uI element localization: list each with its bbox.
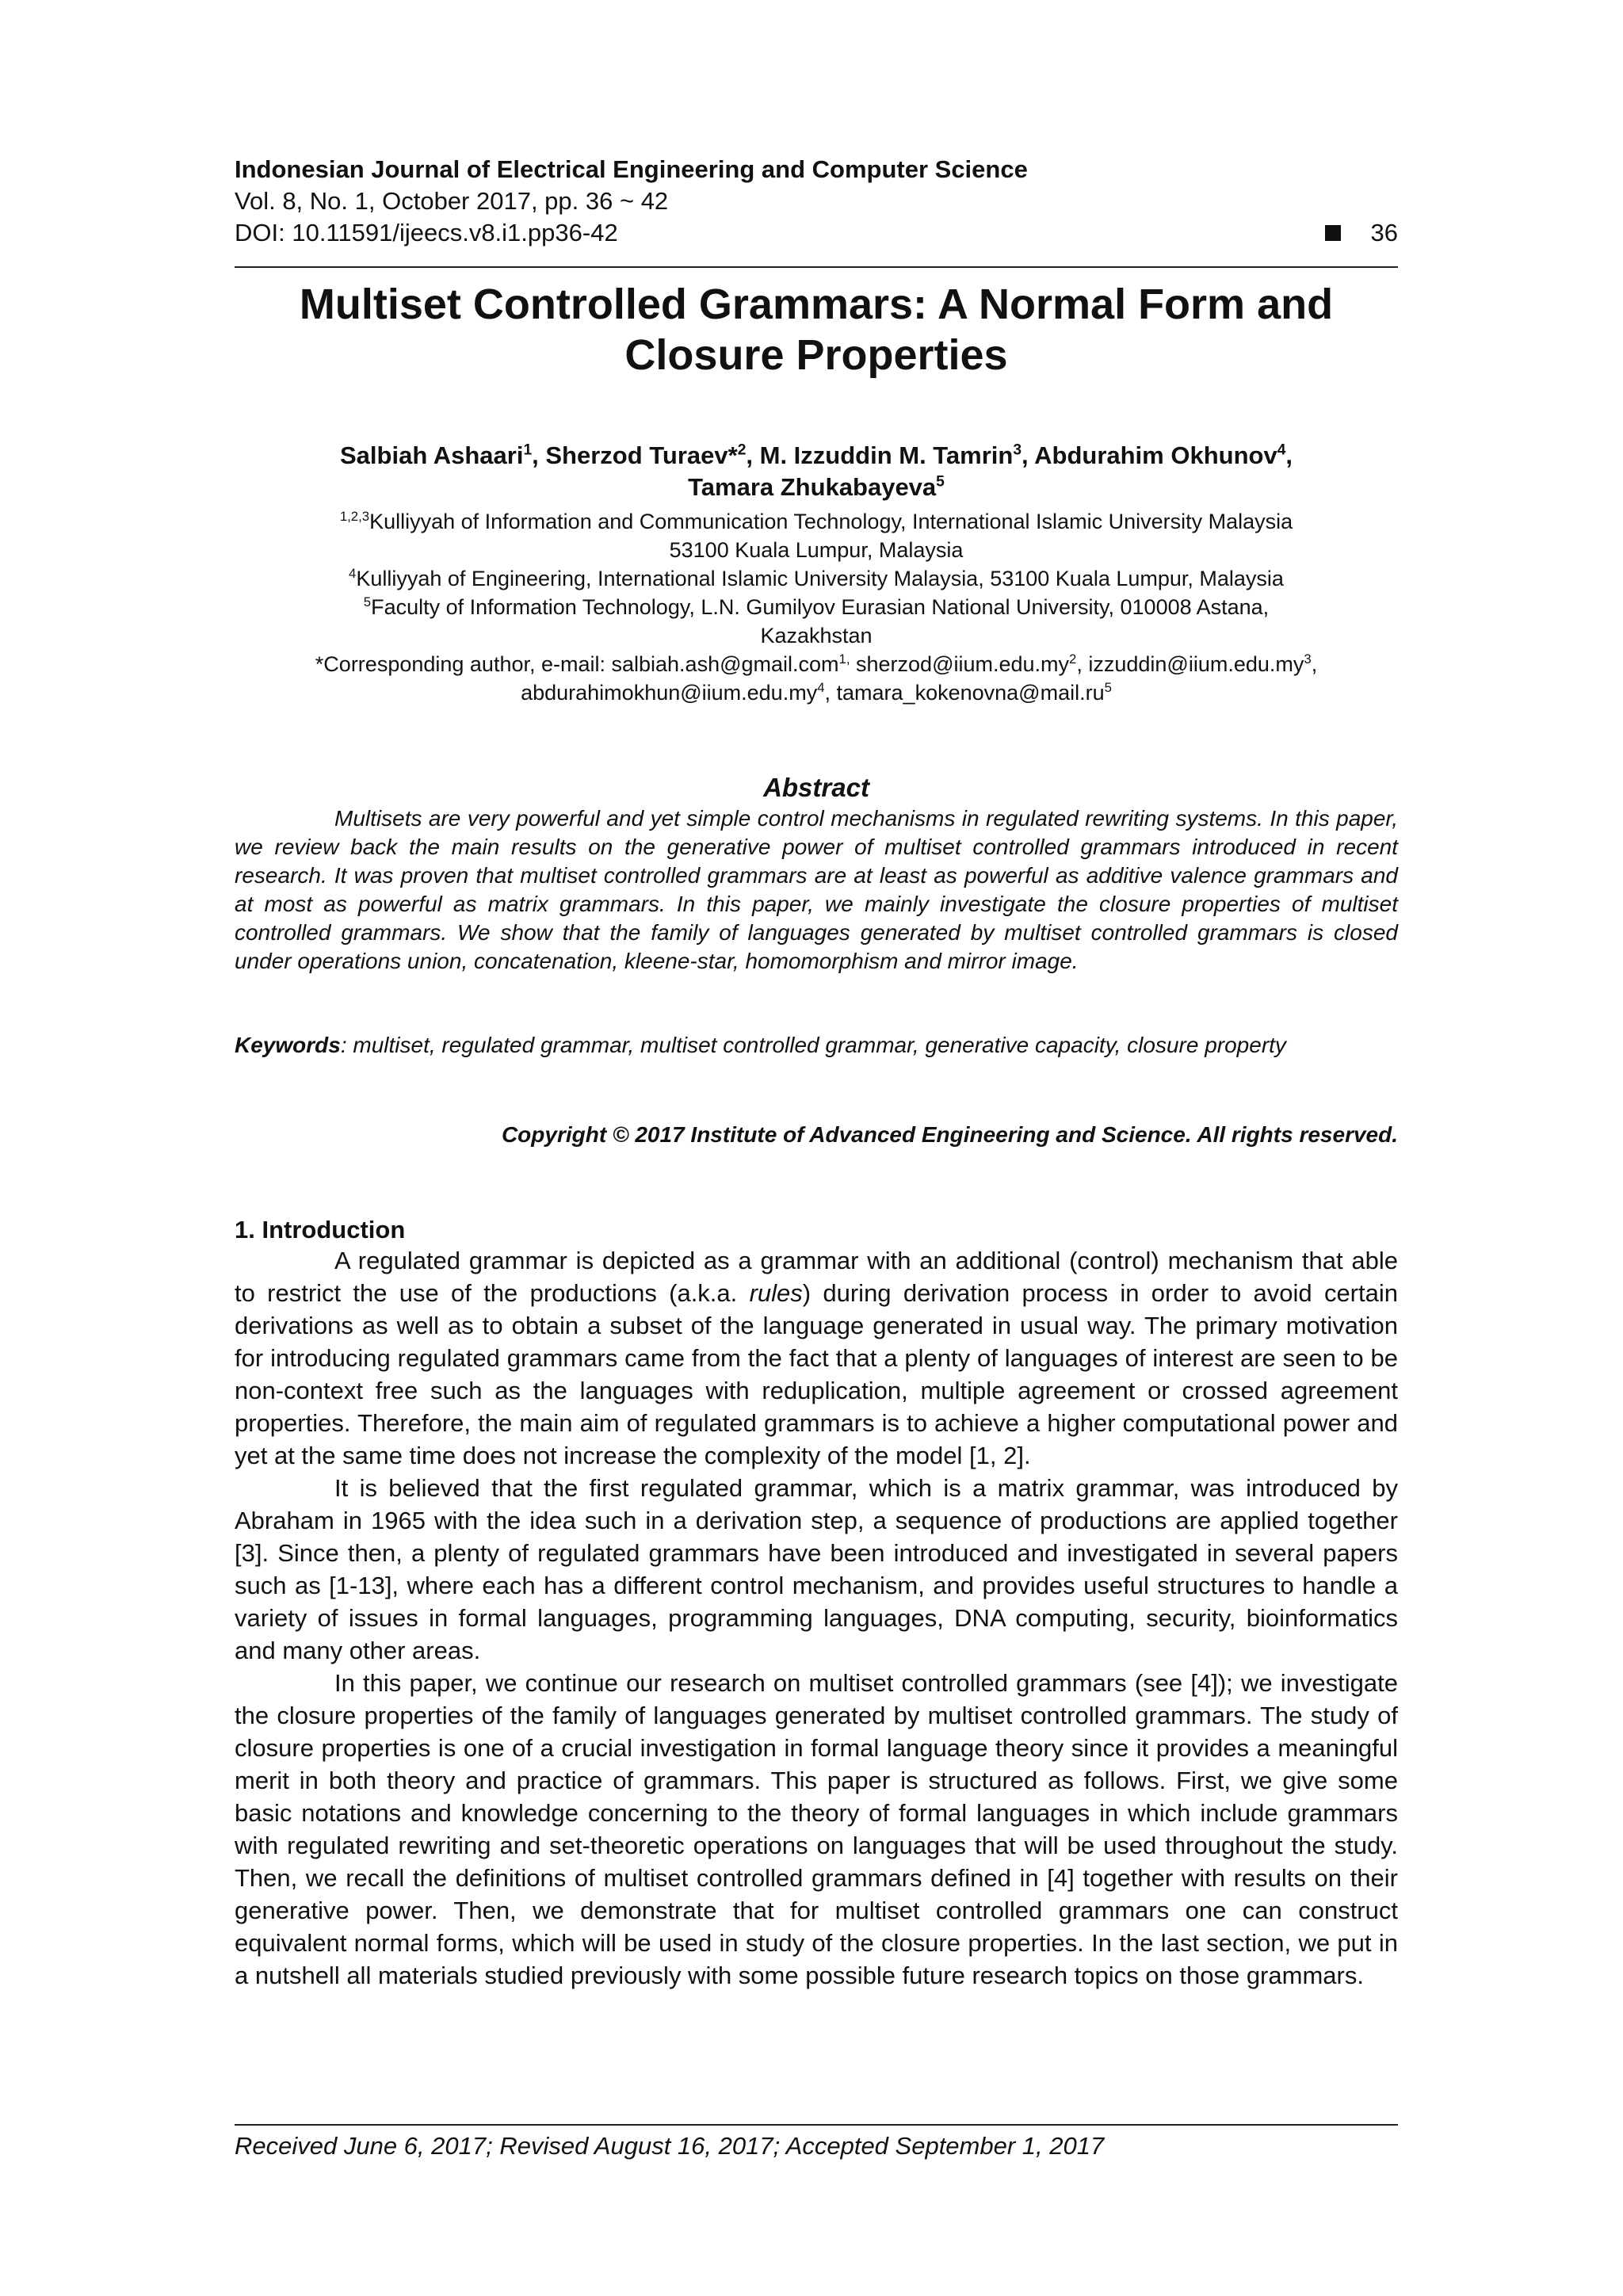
email-superscript: 5 <box>1104 680 1112 695</box>
author-name: , Sherzod Turaev* <box>532 441 738 469</box>
affiliation-superscript: 1,2,3 <box>339 509 370 524</box>
title-line-1: Multiset Controlled Grammars: A Normal Form and <box>299 281 1334 328</box>
abstract-heading: Abstract <box>763 773 869 802</box>
author-list <box>206 440 1426 503</box>
submission-dates: Received June 6, 2017; Revised August 16, 2017; Accepted September 1, 2017 <box>235 2132 1105 2160</box>
email-text: , izzuddin@iium.edu.my <box>1076 652 1304 676</box>
paragraph: It is believed that the first regulated grammar, which is a matrix grammar, was introduced by Abraham in 1965 with the idea such in a derivation step, a sequence of productions are applied together [3]. Since then, a plenty of regulated grammars have been introduced and investigated in several papers such as [1-13], where each has a different control mechanism, and provides useful structures to handle a variety of issues in formal languages, programming languages, DNA computing, security, bioinformatics and many other areas. <box>235 1474 1398 1664</box>
author-superscript: 1 <box>523 441 533 459</box>
abstract-body <box>235 804 1398 976</box>
introduction-body <box>235 1244 1398 1992</box>
italic-term: rules <box>749 1279 803 1307</box>
author-line-2 <box>206 472 1426 503</box>
author-name: Salbiah Ashaari <box>340 441 524 469</box>
affiliation-1-address: 53100 Kuala Lumpur, Malaysia <box>669 538 964 562</box>
paragraph <box>235 1244 1398 1472</box>
keywords-label: Keywords <box>235 1033 341 1057</box>
author-separator: , <box>1285 441 1293 469</box>
author-superscript: 4 <box>1277 441 1286 459</box>
keywords <box>235 1031 1398 1060</box>
affiliation-superscript: 4 <box>349 566 357 581</box>
paragraph: In this paper, we continue our research on multiset controlled grammars (see [4]); we investigate the closure properties of the family of languages generated by multiset controlled grammars. The study of closure properties is one of a crucial investigation in formal language theory since it provides a meaningful merit in both theory and practice of grammars. This paper is structured as follows. First, we give some basic notations and knowledge concerning to the theory of formal languages in which include grammars with regulated rewriting and set-theoretic operations on languages that will be used throughout the study. Then, we recall the definitions of multiset controlled grammars defined in [4] together with results on their generative power. Then, we demonstrate that for multiset controlled grammars one can construct equivalent normal forms, which will be used in study of the closure properties. In the last section, we put in a nutshell all materials studied previously with some possible future research topics on those grammars. <box>235 1669 1398 1989</box>
author-line-1 <box>206 440 1426 472</box>
footer-divider <box>235 2124 1398 2126</box>
paragraph-text: A regulated grammar is depicted as a grammar with an additional (control) mechanism that able to restrict the use of the productions (a.k.a. <box>235 1247 1398 1307</box>
email-superscript: 1, <box>838 651 850 667</box>
email-text: , tamara_kokenovna@mail.ru <box>824 681 1105 705</box>
email-superscript: 3 <box>1304 651 1312 667</box>
page-marker <box>1325 217 1398 249</box>
affiliation-text: Kulliyyah of Engineering, International Islamic University Malaysia, 53100 Kuala Lumpur, Malaysia <box>356 567 1284 590</box>
header-divider <box>235 266 1398 268</box>
page-number: 36 <box>1370 219 1398 246</box>
doi: DOI: 10.11591/ijeecs.v8.i1.pp36-42 <box>235 219 618 246</box>
affiliation-1 <box>206 507 1426 536</box>
corresponding-author-line-2 <box>206 678 1426 707</box>
email-superscript: 4 <box>817 680 825 695</box>
copyright-notice: Copyright © 2017 Institute of Advanced Engineering and Science. All rights reserved. <box>501 1122 1398 1147</box>
affiliation-3-country: Kazakhstan <box>760 624 873 648</box>
affiliation-3 <box>206 593 1426 621</box>
journal-header <box>235 154 1398 249</box>
affiliations <box>206 507 1426 707</box>
affiliation-2 <box>206 564 1426 593</box>
author-name: Tamara Zhukabayeva <box>688 473 937 501</box>
affiliation-superscript: 5 <box>363 594 372 609</box>
doi-row <box>235 217 1398 249</box>
email-superscript: 2 <box>1069 651 1077 667</box>
paper-title <box>235 279 1398 380</box>
title-line-2: Closure Properties <box>624 331 1008 379</box>
corresponding-author-line-1 <box>206 650 1426 678</box>
author-superscript: 3 <box>1013 441 1022 459</box>
email-separator: , <box>1311 652 1318 676</box>
email-text: sherzod@iium.edu.my <box>850 652 1070 676</box>
section-heading-introduction: 1. Introduction <box>235 1216 406 1244</box>
author-name: , Abdurahim Okhunov <box>1022 441 1277 469</box>
affiliation-text: Kulliyyah of Information and Communication Technology, International Islamic University Malaysia <box>369 510 1293 533</box>
author-superscript: 5 <box>936 473 945 491</box>
volume-line: Vol. 8, No. 1, October 2017, pp. 36 ~ 42 <box>235 187 669 215</box>
abstract-text: Multisets are very powerful and yet simple control mechanisms in regulated rewriting systems. In this paper, we review back the main results on the generative power of multiset controlled grammars introduced in recent research. It was proven that multiset controlled grammars are at least as powerful as additive valence grammars and at most as powerful as matrix grammars. In this paper, we mainly investigate the closure properties of multiset controlled grammars. We show that the family of languages generated by multiset controlled grammars is closed under operations union, concatenation, kleene-star, homomorphism and mirror image. <box>235 806 1398 973</box>
journal-name: Indonesian Journal of Electrical Engineering and Computer Science <box>235 155 1028 183</box>
corresponding-author-text: *Corresponding author, e-mail: salbiah.ash@gmail.com <box>315 652 839 676</box>
email-text: abdurahimokhun@iium.edu.my <box>521 681 818 705</box>
author-superscript: 2 <box>737 441 747 459</box>
paragraph-text: ) during derivation process in order to avoid certain derivations as well as to obtain a subset of the language generated in usual way. The primary motivation for introducing regulated grammars came from the fact that a plenty of languages of interest are seen to be non-context free such as the languages with reduplication, multiple agreement or crossed agreement properties. Therefore, the main aim of regulated grammars is to achieve a higher computational power and yet at the same time does not increase the complexity of the model [1, 2]. <box>235 1279 1398 1469</box>
keywords-text: : multiset, regulated grammar, multiset controlled grammar, generative capacity, closure property <box>340 1033 1286 1057</box>
author-name: , M. Izzuddin M. Tamrin <box>746 441 1014 469</box>
affiliation-text: Faculty of Information Technology, L.N. Gumilyov Eurasian National University, 010008 Astana, <box>371 595 1270 619</box>
black-square-icon <box>1325 225 1341 241</box>
